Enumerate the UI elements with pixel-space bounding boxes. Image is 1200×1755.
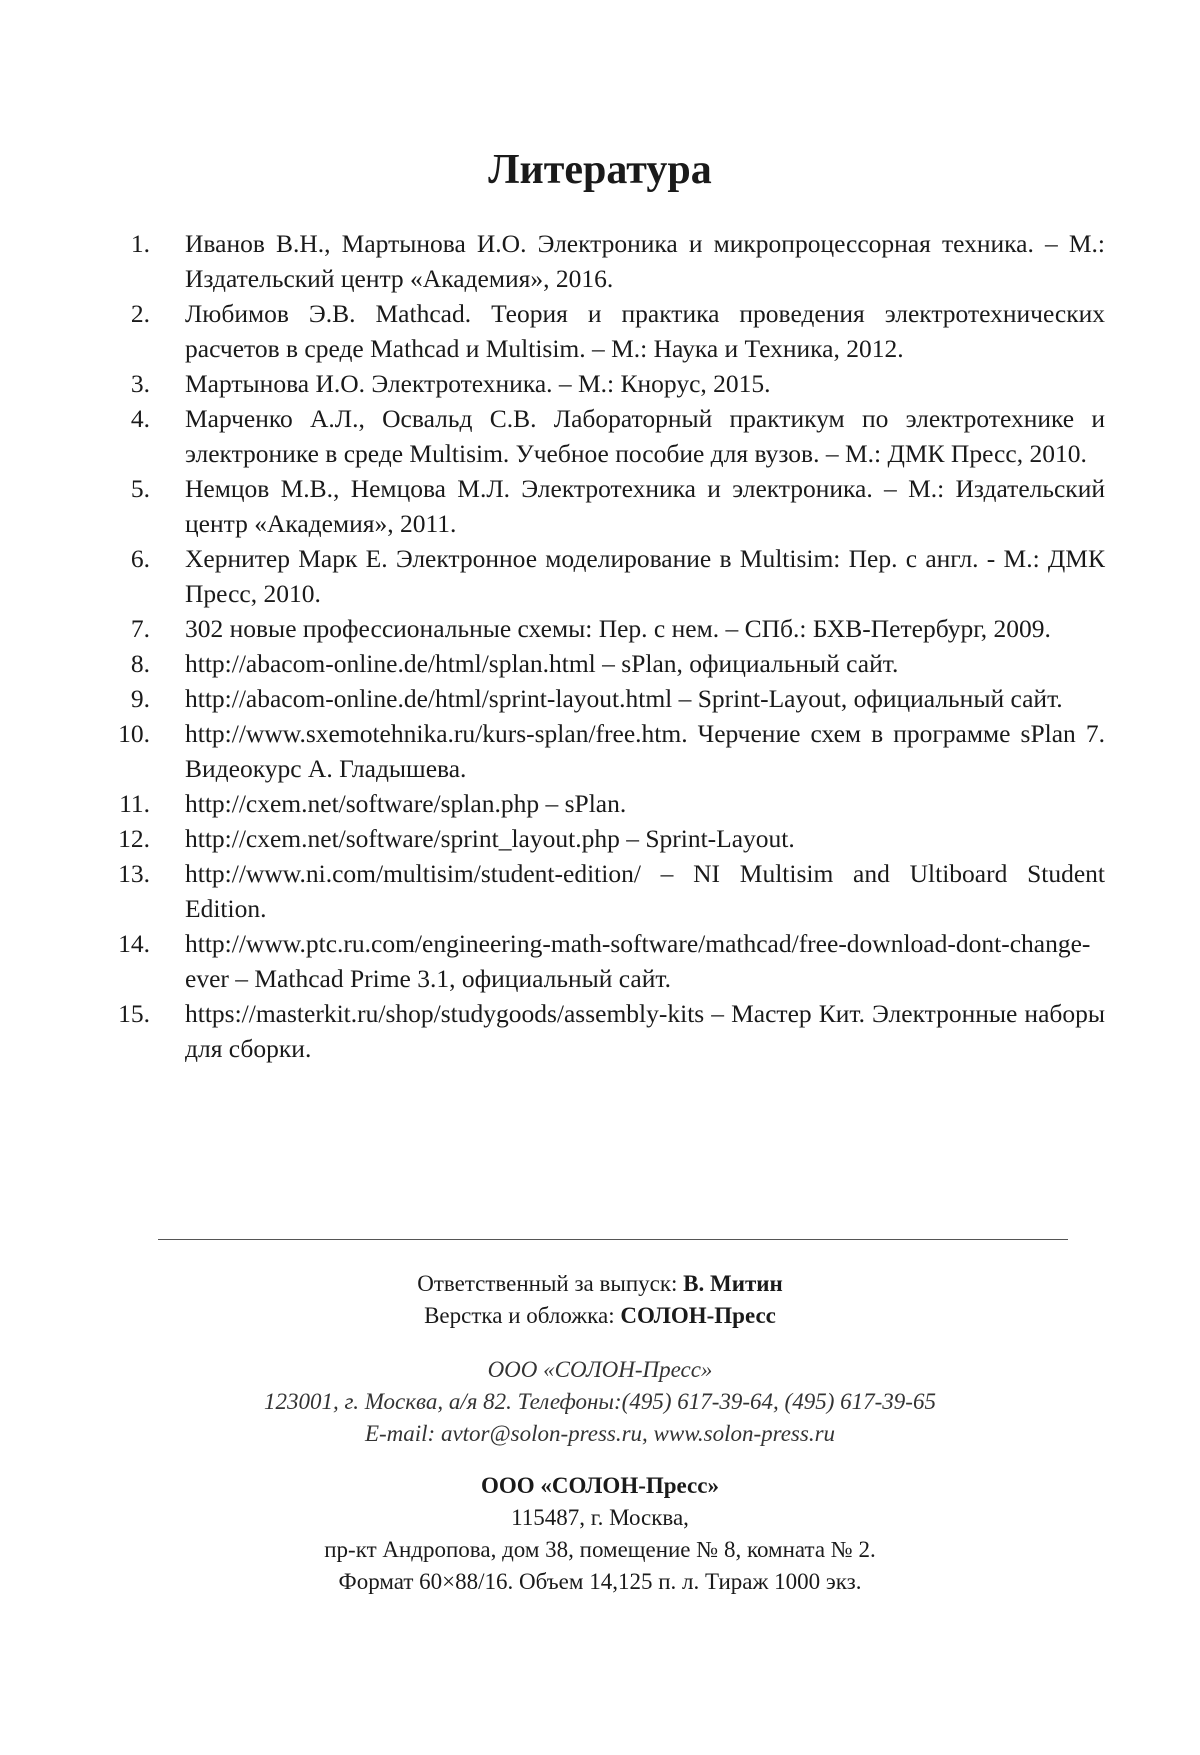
publisher-address: 123001, г. Москва, а/я 82. Телефоны:(495) 617-39-64, (495) 617-39-65 — [0, 1386, 1200, 1418]
reference-number: 13. — [110, 856, 150, 891]
reference-number: 6. — [110, 541, 150, 576]
publisher-name: ООО «СОЛОН-Пресс» — [0, 1354, 1200, 1386]
reference-item — [110, 401, 1105, 471]
reference-item — [110, 821, 1105, 856]
reference-text: 302 новые профессиональные схемы: Пер. с нем. – СПб.: БХВ-Петербург, 2009. — [185, 614, 1051, 643]
reference-list — [110, 226, 1105, 1066]
reference-item — [110, 366, 1105, 401]
reference-text: Мартынова И.О. Электротехника. – М.: Кнорус, 2015. — [185, 369, 771, 398]
reference-item — [110, 681, 1105, 716]
reference-text: https://masterkit.ru/shop/studygoods/assembly-kits – Мастер Кит. Электронные наборы для сборки. — [185, 999, 1105, 1063]
layout-name: СОЛОН-Пресс — [620, 1303, 776, 1328]
reference-number: 1. — [110, 226, 150, 261]
reference-item — [110, 786, 1105, 821]
reference-item — [110, 541, 1105, 611]
reference-text: Любимов Э.В. Mathcad. Теория и практика проведения электротехнических расчетов в среде Mathcad и Multisim. – М.: Наука и Техника, 2012. — [185, 299, 1105, 363]
printer-name — [0, 1470, 1200, 1502]
page-title: Литература — [0, 140, 1200, 200]
reference-text: Хернитер Марк Е. Электронное моделирование в Multisim: Пер. с англ. - М.: ДМК Пресс, 2010. — [185, 544, 1105, 608]
reference-item — [110, 716, 1105, 786]
reference-text: Немцов М.В., Немцова М.Л. Электротехника и электроника. – М.: Издательский центр «Академия», 2011. — [185, 474, 1105, 538]
layout-line — [0, 1300, 1200, 1332]
reference-number: 10. — [110, 716, 150, 751]
reference-text: http://cxem.net/software/splan.php – sPlan. — [185, 789, 626, 818]
reference-number: 7. — [110, 611, 150, 646]
print-specs: Формат 60×88/16. Объем 14,125 п. л. Тираж 1000 экз. — [0, 1566, 1200, 1598]
reference-text: http://abacom-online.de/html/splan.html – sPlan, официальный сайт. — [185, 649, 898, 678]
reference-number: 3. — [110, 366, 150, 401]
reference-number: 14. — [110, 926, 150, 961]
imprint-block — [0, 1268, 1200, 1598]
book-page — [0, 0, 1200, 1755]
printer-name-text: ООО «СОЛОН-Пресс» — [481, 1473, 719, 1498]
reference-number: 8. — [110, 646, 150, 681]
responsible-name: В. Митин — [683, 1271, 783, 1296]
reference-number: 2. — [110, 296, 150, 331]
reference-item — [110, 296, 1105, 366]
reference-text: http://www.sxemotehnika.ru/kurs-splan/free.htm. Черчение схем в программе sPlan 7. Видеокурс А. Гладышева. — [185, 719, 1105, 783]
reference-item — [110, 471, 1105, 541]
reference-text: http://abacom-online.de/html/sprint-layout.html – Sprint-Layout, официальный сайт. — [185, 684, 1063, 713]
reference-text: Иванов В.Н., Мартынова И.О. Электроника и микропроцессорная техника. – М.: Издательский центр «Академия», 2016. — [185, 229, 1105, 293]
reference-text: http://www.ni.com/multisim/student-edition/ – NI Multisim and Ultiboard Student Edition. — [185, 859, 1105, 923]
reference-text: Марченко А.Л., Освальд С.В. Лабораторный практикум по электротехнике и электронике в среде Multisim. Учебное пособие для вузов. – М.: ДМК Пресс, 2010. — [185, 404, 1105, 468]
reference-item — [110, 611, 1105, 646]
reference-number: 9. — [110, 681, 150, 716]
reference-item — [110, 996, 1105, 1066]
reference-number: 15. — [110, 996, 150, 1031]
publisher-contacts: E-mail: avtor@solon-press.ru, www.solon-press.ru — [0, 1418, 1200, 1450]
divider-line — [158, 1239, 1068, 1240]
reference-number: 12. — [110, 821, 150, 856]
responsible-line — [0, 1268, 1200, 1300]
reference-text: http://www.ptc.ru.com/engineering-math-software/mathcad/free-download-dont-change-ever – Mathcad Prime 3.1, официальный сайт. — [185, 929, 1090, 993]
responsible-label: Ответственный за выпуск: — [417, 1271, 677, 1296]
printer-city: 115487, г. Москва, — [0, 1502, 1200, 1534]
reference-text: http://cxem.net/software/sprint_layout.php – Sprint-Layout. — [185, 824, 795, 853]
reference-item — [110, 226, 1105, 296]
layout-label: Верстка и обложка: — [424, 1303, 615, 1328]
reference-item — [110, 646, 1105, 681]
reference-item — [110, 856, 1105, 926]
reference-number: 11. — [110, 786, 150, 821]
reference-number: 4. — [110, 401, 150, 436]
reference-number: 5. — [110, 471, 150, 506]
printer-address: пр-кт Андропова, дом 38, помещение № 8, комната № 2. — [0, 1534, 1200, 1566]
reference-item — [110, 926, 1105, 996]
